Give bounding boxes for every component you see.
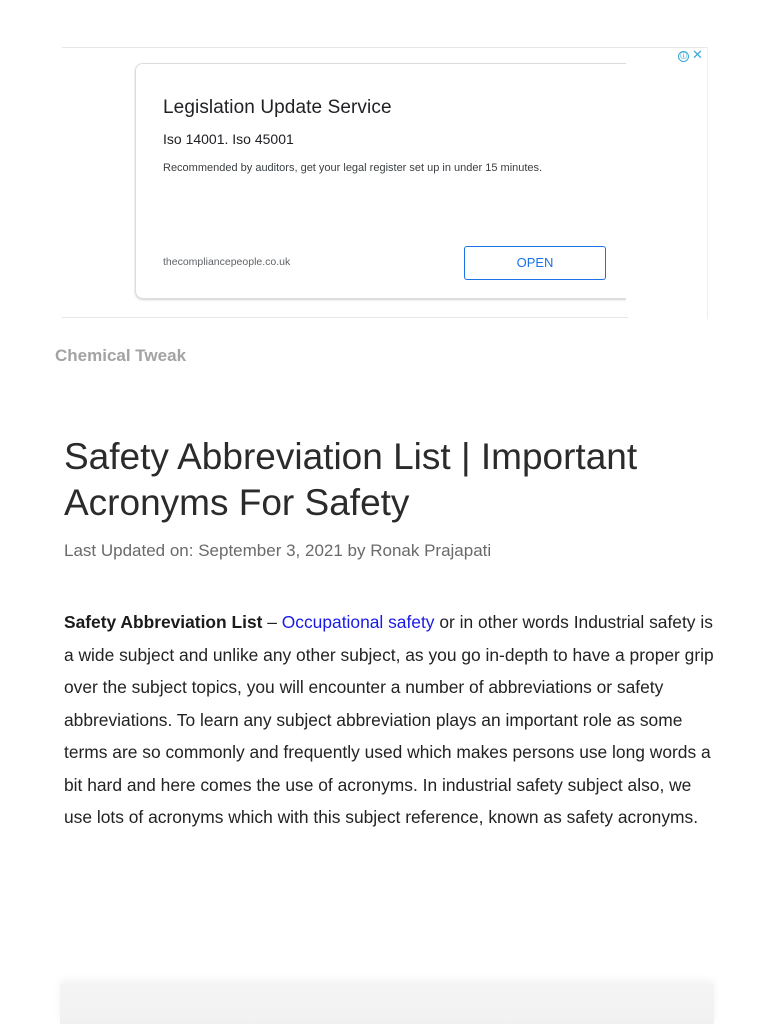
ad-domain[interactable]: thecompliancepeople.co.uk [163,256,291,268]
ad-open-button[interactable]: OPEN [464,246,606,280]
ad-subtitle: Iso 14001. Iso 45001 [163,131,294,147]
ad-card-clip [626,62,638,302]
info-icon[interactable]: ⓘ [680,51,687,60]
ad-card[interactable] [135,63,634,299]
ad-choices-badge[interactable] [678,49,703,63]
ad-top-divider [62,47,708,48]
article-byline: Last Updated on: September 3, 2021 by Ronak Prajapati [64,541,492,560]
occupational-safety-link[interactable]: Occupational safety [281,612,435,632]
ad-bottom-divider [62,317,628,318]
close-icon[interactable]: ✕ [692,48,703,63]
site-name[interactable]: Chemical Tweak [55,346,187,365]
ad-title[interactable]: Legislation Update Service [163,97,392,118]
lead-bold-text: Safety Abbreviation List [64,612,263,632]
article-body-text: or in other words Industrial safety is a wide subject and unlike any other subject, as you go in-depth to have a proper grip over the subject topics, you will encounter a number of abbreviations or safety abbreviations. To learn any subject abbreviation plays an important role as some terms are so commonly and frequently used which makes persons use long words a bit hard and here comes the use of acronyms. In industrial safety subject also, we use lots of acronyms which with this subject reference, known as safety acronyms. [64,612,714,827]
article-intro-paragraph [64,606,714,834]
bottom-ad-placeholder [60,984,714,1024]
article-title: Safety Abbreviation List | Important Acronyms For Safety [64,436,638,523]
dash-separator: – [262,612,282,632]
ad-right-edge [707,47,708,319]
ad-description: Recommended by auditors, get your legal register set up in under 15 minutes. [163,162,543,174]
